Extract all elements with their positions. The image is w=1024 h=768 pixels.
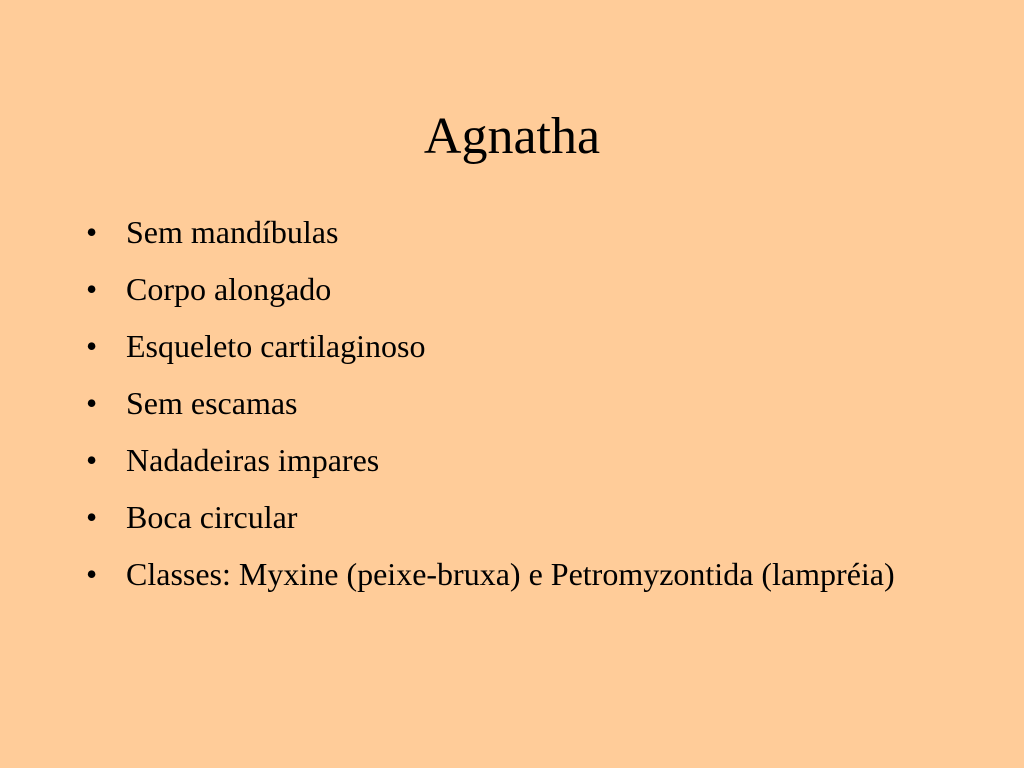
slide-title: Agnatha [423, 108, 601, 165]
list-item-text: Corpo alongado [126, 271, 332, 307]
list-item-text: Nadadeiras impares [126, 442, 380, 478]
list-item [86, 327, 966, 365]
list-item-text: Boca circular [126, 499, 298, 535]
list-item [86, 270, 966, 308]
list-item-text: Esqueleto cartilaginoso [126, 328, 426, 364]
bullet-icon: • [86, 271, 98, 307]
list-item [86, 213, 966, 251]
bullet-list [86, 213, 966, 593]
bullet-icon: • [86, 556, 98, 592]
list-item-text: Classes: Myxine (peixe-bruxa) e Petromyzontida (lampréia) [126, 556, 895, 592]
list-item [86, 498, 966, 536]
bullet-icon: • [86, 328, 98, 364]
list-item-text: Sem escamas [126, 385, 298, 421]
list-item-text: Sem mandíbulas [126, 214, 339, 250]
list-item [86, 555, 966, 593]
bullet-icon: • [86, 214, 98, 250]
list-item [86, 441, 966, 479]
bullet-icon: • [86, 442, 98, 478]
bullet-icon: • [86, 385, 98, 421]
bullet-icon: • [86, 499, 98, 535]
list-item [86, 384, 966, 422]
